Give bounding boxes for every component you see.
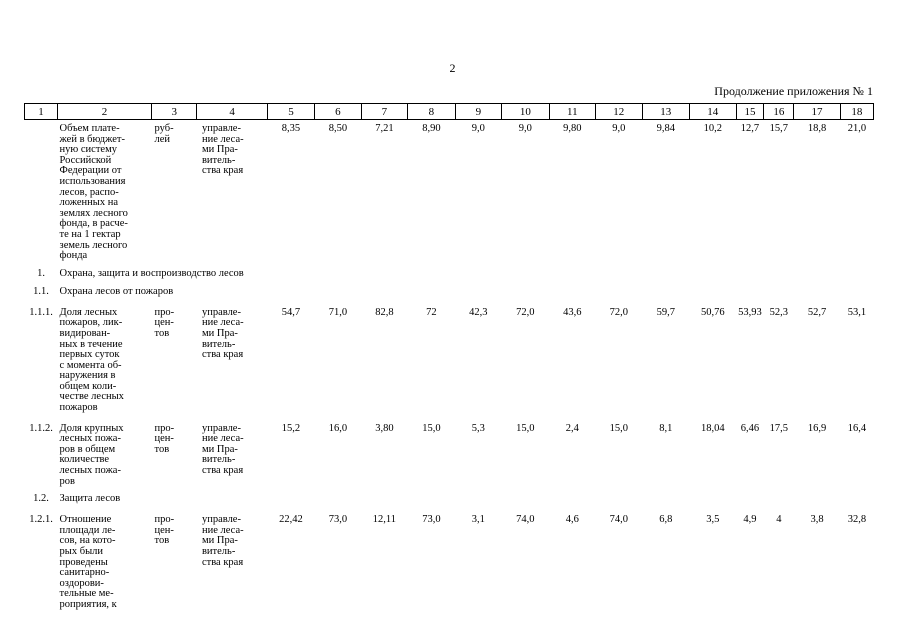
section-title: Охрана лесов от пожаров <box>59 285 174 297</box>
column-header-17: 17 <box>794 104 840 120</box>
value-cell: 3,1 <box>471 514 485 526</box>
indicators-table <box>24 103 874 617</box>
section-code: 1. <box>37 267 45 279</box>
table-row <box>25 420 874 494</box>
column-header-16: 16 <box>764 104 794 120</box>
value-cell: 2,4 <box>565 422 579 434</box>
value-cell: 8,50 <box>328 123 348 134</box>
unit-of-measure: про- цен- тов <box>154 422 175 455</box>
section-code: 1.2. <box>33 493 49 505</box>
value-cell: 52,7 <box>807 306 827 318</box>
indicator-name: Доля лесных пожаров, лик- видирован- ных в течение первых суток с момента об- наружения в общем коли- честве лесных пожаров <box>59 306 124 414</box>
value-cell: 54,7 <box>281 306 301 318</box>
value-cell: 50,76 <box>700 306 725 318</box>
value-cell: 15,7 <box>769 123 789 134</box>
column-header-4: 4 <box>197 104 267 120</box>
value-cell: 9,84 <box>656 123 675 134</box>
row-code: 1.1.2. <box>29 422 53 434</box>
column-header-2: 2 <box>58 104 152 120</box>
value-cell: 5,3 <box>471 422 485 434</box>
unit-of-measure: про- цен- тов <box>154 306 175 339</box>
column-header-6: 6 <box>315 104 361 120</box>
section-row <box>25 286 874 304</box>
row-code: 1.1.1. <box>29 306 53 318</box>
value-cell: 8,1 <box>659 422 673 434</box>
value-cell: 6,46 <box>740 422 760 434</box>
value-cell: 74,0 <box>516 514 535 526</box>
column-header-9: 9 <box>455 104 501 120</box>
indicator-name: Отношение площади ле- сов, на кото- рых были проведены санитарно- оздорови- тельные ме- роприятия, к <box>59 514 117 610</box>
unit-of-measure: про- цен- тов <box>154 514 175 547</box>
value-cell: 9,0 <box>471 123 485 134</box>
value-cell: 9,80 <box>563 123 582 134</box>
value-cell: 8,35 <box>281 123 301 134</box>
column-header-12: 12 <box>596 104 642 120</box>
value-cell: 73,0 <box>328 514 348 526</box>
table-row <box>25 120 874 268</box>
column-header-7: 7 <box>361 104 407 120</box>
column-header-15: 15 <box>736 104 764 120</box>
value-cell: 6,8 <box>659 514 673 526</box>
section-row <box>25 268 874 286</box>
value-cell: 10,2 <box>703 123 722 134</box>
value-cell: 12,11 <box>372 514 397 526</box>
value-cell: 18,8 <box>807 123 827 134</box>
value-cell: 43,6 <box>563 306 582 318</box>
value-cell: 74,0 <box>609 514 628 526</box>
page-number: 2 <box>449 61 456 75</box>
column-header-18: 18 <box>840 104 873 120</box>
value-cell: 9,0 <box>518 123 532 134</box>
section-title: Защита лесов <box>59 493 121 505</box>
responsible-body: управле- ние леса- ми Пра- витель- ства края <box>201 514 244 568</box>
column-header-10: 10 <box>502 104 550 120</box>
row-code <box>25 120 58 268</box>
value-cell: 16,4 <box>847 422 867 434</box>
header-row <box>25 104 874 120</box>
indicator-name: Объем плате- жей в бюджет- ную систему Российской Федерации от использования лесов, распо- ложенных на землях лесного фонда, в расче- те на 1 гектар земель лесного фонда <box>59 123 128 262</box>
value-cell: 72,0 <box>516 306 535 318</box>
value-cell: 3,8 <box>810 514 824 526</box>
value-cell: 8,90 <box>422 123 441 134</box>
value-cell: 82,8 <box>375 306 394 318</box>
value-cell: 73,0 <box>422 514 441 526</box>
unit-of-measure: руб- лей <box>154 123 174 145</box>
value-cell: 22,42 <box>279 514 303 526</box>
value-cell: 4 <box>776 514 782 526</box>
column-header-5: 5 <box>267 104 315 120</box>
value-cell: 72 <box>426 306 437 318</box>
value-cell: 71,0 <box>328 306 348 318</box>
value-cell: 3,80 <box>375 422 394 434</box>
indicator-name: Доля крупных лесных пожа- ров в общем количестве лесных пожа- ров <box>59 422 124 487</box>
value-cell: 16,0 <box>328 422 348 434</box>
value-cell: 42,3 <box>469 306 488 318</box>
section-code: 1.1. <box>33 285 49 297</box>
value-cell: 15,0 <box>609 422 628 434</box>
value-cell: 12,7 <box>740 123 760 134</box>
responsible-body: управле- ние леса- ми Пра- витель- ства края <box>201 422 244 477</box>
row-code: 1.2.1. <box>29 514 53 526</box>
column-header-1: 1 <box>25 104 58 120</box>
value-cell: 72,0 <box>609 306 628 318</box>
value-cell: 9,0 <box>612 123 626 134</box>
value-cell: 7,21 <box>375 123 394 134</box>
column-header-3: 3 <box>152 104 197 120</box>
value-cell: 15,0 <box>422 422 441 434</box>
value-cell: 21,0 <box>847 123 867 134</box>
column-header-14: 14 <box>690 104 736 120</box>
table-row <box>25 511 874 616</box>
responsible-body: управле- ние леса- ми Пра- витель- ства края <box>201 123 244 177</box>
value-cell: 59,7 <box>656 306 675 318</box>
column-header-8: 8 <box>408 104 456 120</box>
table-body <box>25 120 874 617</box>
section-row <box>25 493 874 511</box>
value-cell: 16,9 <box>807 422 827 434</box>
section-title: Охрана, защита и воспроизводство лесов <box>59 267 244 279</box>
value-cell: 53,93 <box>738 306 762 318</box>
value-cell: 4,6 <box>565 514 579 526</box>
responsible-body: управле- ние леса- ми Пра- витель- ства края <box>201 306 244 361</box>
column-header-11: 11 <box>549 104 595 120</box>
value-cell: 18,04 <box>700 422 725 434</box>
value-cell: 52,3 <box>769 306 789 318</box>
value-cell: 32,8 <box>847 514 867 526</box>
value-cell: 53,1 <box>847 306 867 318</box>
continuation-label: Продолжение приложения № 1 <box>714 84 873 98</box>
value-cell: 15,2 <box>281 422 301 434</box>
column-header-13: 13 <box>642 104 690 120</box>
value-cell: 15,0 <box>516 422 535 434</box>
value-cell: 17,5 <box>769 422 789 434</box>
table-row <box>25 304 874 420</box>
value-cell: 4,9 <box>743 514 757 526</box>
value-cell: 3,5 <box>706 514 720 526</box>
